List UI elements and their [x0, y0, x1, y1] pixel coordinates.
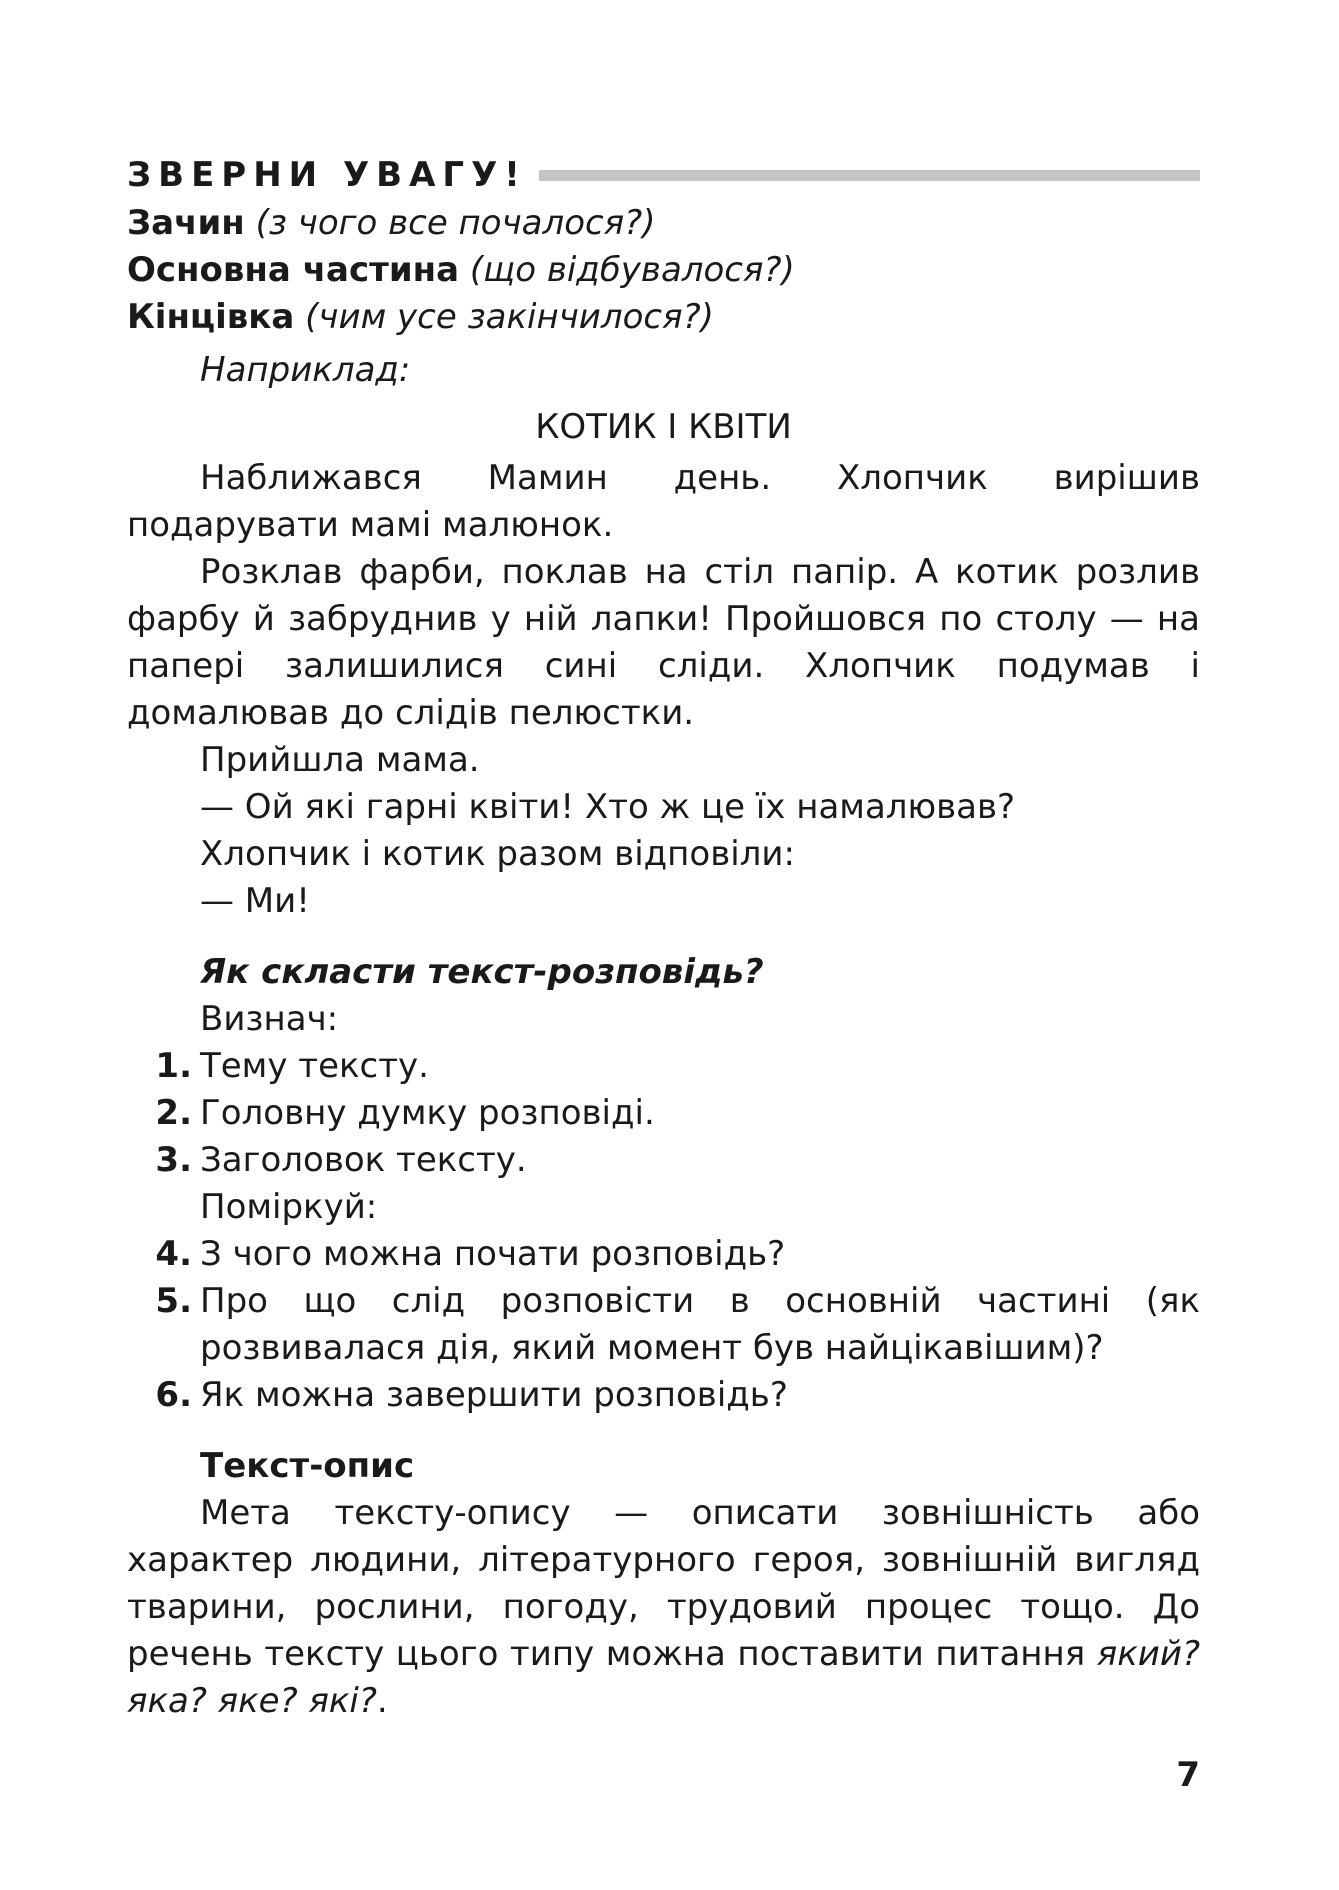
attention-note: (що відбувалося?) — [469, 250, 795, 290]
list-text: Як можна завершити розповідь? — [200, 1375, 788, 1415]
attention-note: (чим усе закінчилося?) — [305, 297, 714, 337]
attention-term: Основна частина — [127, 250, 460, 290]
list-number: 3. — [155, 1140, 192, 1180]
story-paragraph: — Ой які гарні квіти! Хто ж це їх намалював? — [200, 787, 1016, 827]
list-item — [127, 1231, 1200, 1278]
list-item — [127, 1090, 1200, 1137]
define-label: Визнач: — [200, 999, 339, 1039]
description-questions: який? яка? яке? які? — [127, 1634, 1200, 1721]
list-text: З чого можна почати розповідь? — [200, 1234, 786, 1274]
list-number: 6. — [155, 1375, 192, 1415]
page-number: 7 — [1176, 1755, 1200, 1795]
example-label: Наприклад: — [200, 350, 411, 390]
attention-note: (з чого все почалося?) — [255, 203, 656, 243]
story-title: КОТИК І КВІТИ — [535, 407, 792, 447]
story-paragraph: — Ми! — [200, 881, 310, 921]
story-paragraph: Розклав фарби, поклав на стіл папір. А котик розлив фарбу й забруднив у ній лапки! Пройшовся по столу — на папері залишилися сині сліди. Хлопчик подумав і домалював до слідів пелюстки. — [127, 552, 1200, 733]
list-number: 5. — [155, 1281, 192, 1321]
attention-header — [127, 150, 1200, 200]
list-number: 4. — [155, 1234, 192, 1274]
list-text: Головну думку розповіді. — [200, 1093, 655, 1133]
list-item — [127, 1043, 1200, 1090]
attention-item — [127, 294, 1200, 341]
attention-term: Кінцівка — [127, 297, 295, 337]
story-paragraph: Наближався Мамин день. Хлопчик вирішив подарувати мамі малюнок. — [127, 458, 1200, 545]
attention-term: Зачин — [127, 203, 245, 243]
think-label: Поміркуй: — [200, 1187, 378, 1227]
list-number: 2. — [155, 1093, 192, 1133]
list-number: 1. — [155, 1046, 192, 1086]
list-item — [127, 1278, 1200, 1372]
list-item — [127, 1137, 1200, 1184]
story-paragraph: Прийшла мама. — [200, 740, 480, 780]
attention-item — [127, 247, 1200, 294]
attention-label: ЗВЕРНИ УВАГУ! — [127, 154, 527, 195]
list-text: Тему тексту. — [200, 1046, 429, 1086]
list-item — [127, 1372, 1200, 1419]
attention-bar — [539, 170, 1200, 181]
list-text: Заголовок тексту. — [200, 1140, 527, 1180]
description-heading: Текст-опис — [200, 1446, 415, 1486]
howto-heading: Як скласти текст-розповідь? — [200, 952, 764, 992]
list-text: Про що слід розповісти в основній частині (як розвивалася дія, який момент був найцікавішим)? — [200, 1281, 1200, 1368]
description-paragraph: Мета тексту-опису — описати зовнішність або характер людини, літературного героя, зовнішній вигляд тварини, рослини, погоду, трудовий процес тощо. До речень тексту цього типу можна поставити питання який? яка? яке? які?. — [127, 1493, 1200, 1721]
attention-item — [127, 200, 1200, 247]
story-paragraph: Хлопчик і котик разом відповіли: — [200, 834, 795, 874]
page-content — [127, 150, 1200, 1725]
